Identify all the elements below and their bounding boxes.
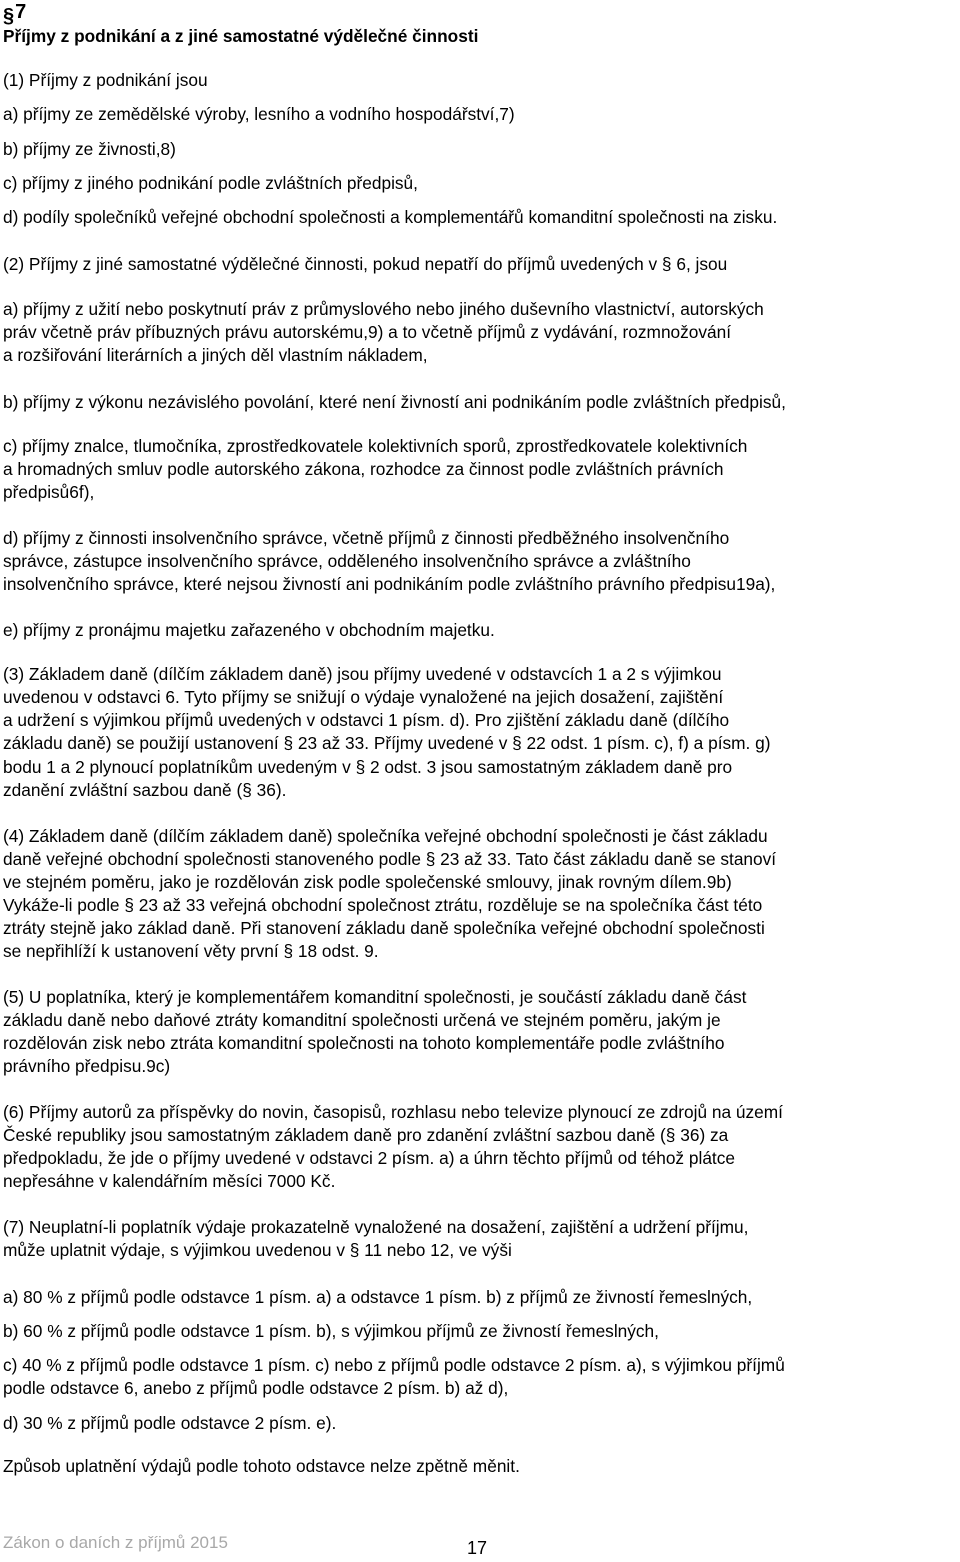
text-line: (2) Příjmy z jiné samostatné výdělečné činnosti, pokud nepatří do příjmů uvedených v § 6, jsou — [3, 254, 728, 274]
footer-page-number: 17 — [467, 1538, 488, 1558]
text-line: (6) Příjmy autorů za příspěvky do novin, časopisů, rozhlasu nebo televize plynoucí ze zdrojů na území — [3, 1102, 783, 1122]
text-line: a hromadných smluv podle autorského zákona, rozhodce za činnost podle zvláštních právních — [3, 459, 724, 479]
text-line: právního předpisu.9c) — [3, 1056, 171, 1076]
text-line: c) příjmy z jiného podnikání podle zvláštních předpisů, — [3, 173, 418, 193]
text-line: České republiky jsou samostatným základem daně pro zdanění zvláštní sazbou daně (§ 36) za — [3, 1125, 729, 1145]
text-line: uvedenou v odstavci 6. Tyto příjmy se snižují o výdaje vynaložené na jejich dosažení, zajištění — [3, 687, 724, 707]
text-line: a rozšiřování literárních a jiných děl vlastním nákladem, — [3, 345, 428, 365]
text-line: a) příjmy z užití nebo poskytnutí práv z průmyslového nebo jiného duševního vlastnictví, autorských — [3, 299, 764, 319]
text-line: základu daně) se použijí ustanovení § 23 až 33. Příjmy uvedené v § 22 odst. 1 písm. c), f) a písm. g) — [3, 733, 771, 753]
section-title: Příjmy z podnikání a z jiné samostatné výdělečné činnosti — [3, 26, 479, 46]
text-line: může uplatnit výdaje, s výjimkou uvedenou v § 11 nebo 12, ve výši — [3, 1240, 512, 1260]
text-line: b) 60 % z příjmů podle odstavce 1 písm. b), s výjimkou příjmů ze živností řemeslných, — [3, 1321, 659, 1341]
text-line: (1) Příjmy z podnikání jsou — [3, 70, 208, 90]
text-line: d) 30 % z příjmů podle odstavce 2 písm. e). — [3, 1413, 337, 1433]
text-line: c) příjmy znalce, tlumočníka, zprostředkovatele kolektivních sporů, zprostředkovatele kolektivních — [3, 436, 748, 456]
text-line: (7) Neuplatní-li poplatník výdaje prokazatelně vynaložené na dosažení, zajištění a udržení příjmu, — [3, 1217, 749, 1237]
text-line: základu daně nebo daňové ztráty komanditní společnosti určená ve stejném poměru, jakým je — [3, 1010, 721, 1030]
text-line: a) 80 % z příjmů podle odstavce 1 písm. a) a odstavce 1 písm. b) z příjmů ze živností řemeslných, — [3, 1287, 753, 1307]
text-line: nepřesáhne v kalendářním měsíci 7000 Kč. — [3, 1171, 336, 1191]
footer-document-title: Zákon o daních z příjmů 2015 — [3, 1533, 228, 1552]
text-line: c) 40 % z příjmů podle odstavce 1 písm. c) nebo z příjmů podle odstavce 2 písm. a), s výjimkou příjmů — [3, 1355, 785, 1375]
text-line: správce, zástupce insolvenčního správce, odděleného insolvenčního správce a zvláštního — [3, 551, 691, 571]
text-line: e) příjmy z pronájmu majetku zařazeného v obchodním majetku. — [3, 620, 495, 640]
text-line: d) příjmy z činnosti insolvenčního správce, včetně příjmů z činnosti předběžného insolvenčního — [3, 528, 730, 548]
section-number: 7 — [15, 1, 27, 23]
text-line: bodu 1 a 2 plynoucí poplatníkům uvedeným v § 2 odst. 3 jsou samostatným základem daně pro — [3, 757, 733, 777]
text-line: (3) Základem daně (dílčím základem daně) jsou příjmy uvedené v odstavcích 1 a 2 s výjimkou — [3, 664, 722, 684]
text-line: d) podíly společníků veřejné obchodní společnosti a komplementářů komanditní společnosti na zisku. — [3, 207, 778, 227]
text-line: daně veřejné obchodní společnosti stanoveného podle § 23 až 33. Tato část základu daně se stanoví — [3, 849, 777, 869]
text-line: ve stejném poměru, jako je rozdělován zisk podle společenské smlouvy, jinak rovným dílem.9b) — [3, 872, 732, 892]
text-line: (4) Základem daně (dílčím základem daně) společníka veřejné obchodní společnosti je část základu — [3, 826, 768, 846]
text-line: b) příjmy z výkonu nezávislého povolání, které není živností ani podnikáním podle zvláštních předpisů, — [3, 392, 786, 412]
text-line: předpokladu, že jde o příjmy uvedené v odstavci 2 písm. a) a úhrn těchto příjmů od téhož plátce — [3, 1148, 735, 1168]
text-line: ztráty stejně jako základ daně. Při stanovení základu daně společníka veřejné obchodní společnosti — [3, 918, 765, 938]
text-line: a) příjmy ze zemědělské výroby, lesního a vodního hospodářství,7) — [3, 104, 515, 124]
text-line: podle odstavce 6, anebo z příjmů podle odstavce 2 písm. b) až d), — [3, 1378, 509, 1398]
text-line: a udržení s výjimkou příjmů uvedených v odstavci 1 písm. d). Pro zjištění základu daně (dílčího — [3, 710, 730, 730]
text-line: Vykáže-li podle § 23 až 33 veřejná obchodní společnost ztrátu, rozděluje se na společníka část této — [3, 895, 763, 915]
section-heading — [3, 0, 27, 27]
text-line: Způsob uplatnění výdajů podle tohoto odstavce nelze zpětně měnit. — [3, 1456, 520, 1476]
text-line: práv včetně práv příbuzných právu autorskému,9) a to včetně příjmů z vydávání, rozmnožování — [3, 322, 732, 342]
text-line: rozdělován zisk nebo ztráta komanditní společnosti na tohoto komplementáře podle zvláštního — [3, 1033, 725, 1053]
section-symbol: § — [3, 5, 15, 27]
text-line: b) příjmy ze živnosti,8) — [3, 139, 176, 159]
text-line: předpisů6f), — [3, 482, 95, 502]
text-line: insolvenčního správce, které nejsou živností ani podnikáním podle zvláštního právního předpisu19a), — [3, 574, 776, 594]
text-line: zdanění zvláštní sazbou daně (§ 36). — [3, 780, 287, 800]
text-line: se nepřihlíží k ustanovení věty první § 18 odst. 9. — [3, 941, 379, 961]
text-line: (5) U poplatníka, který je komplementářem komanditní společnosti, je součástí základu daně část — [3, 987, 747, 1007]
